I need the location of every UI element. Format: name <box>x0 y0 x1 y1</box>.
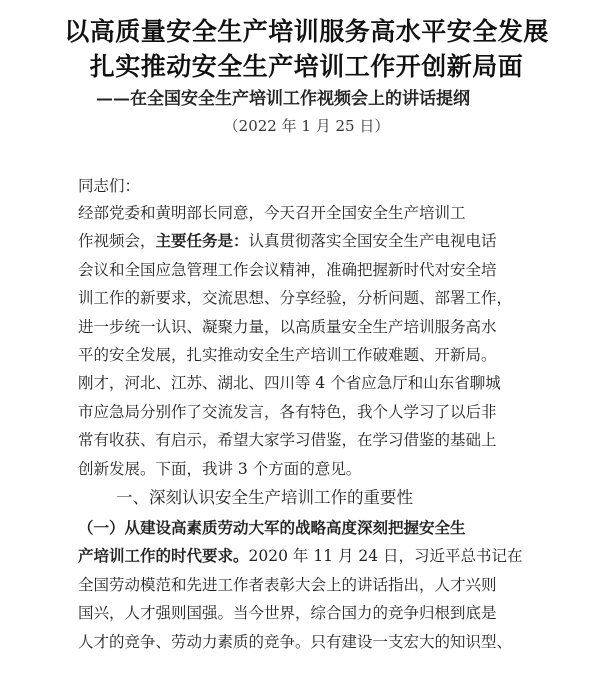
main-tasks-label: 主要任务是： <box>155 231 249 251</box>
paragraph-line: 训工作的新要求，交流思想、分享经验，分析问题、部署工作， <box>78 289 513 308</box>
paragraph-line: 会议和全国应急管理工作会议精神，准确把握新时代对安全培 <box>78 260 497 279</box>
text-run: 作视频会， <box>78 232 156 251</box>
paragraph-line: 创新发展。下面，我讲 3 个方面的意见。 <box>78 459 362 478</box>
section-heading: 一、深刻认识安全生产培训工作的重要性 <box>116 488 413 507</box>
text-run: 认真贯彻落实全国安全生产电视电话 <box>248 232 497 251</box>
paragraph-line: 平的安全发展，扎实推动安全生产培训工作破难题、开新局。 <box>78 345 497 364</box>
document-title-line2: 扎实推动安全生产培训工作开创新局面 <box>89 52 524 81</box>
paragraph-line: 刚才，河北、江苏、湖北、四川等 4 个省应急厅和山东省聊城 <box>78 374 501 393</box>
paragraph-line: 国兴，人才强则国强。当今世界，综合国力的竞争归根到底是 <box>78 604 497 623</box>
paragraph-line: 进一步统一认识、凝聚力量，以高质量安全生产培训服务高水 <box>78 317 497 336</box>
text-run: 2020 年 11 月 24 日，习近平总书记在 <box>248 547 523 566</box>
paragraph-line: 经部党委和黄明部长同意，今天召开全国安全生产培训工 <box>78 204 466 222</box>
paragraph-line: 人才的竞争、劳动力素质的竞争。只有建设一支宏大的知识型、 <box>78 632 513 651</box>
document-subtitle: ——在全国安全生产培训工作视频会上的讲话提纲 <box>96 89 470 109</box>
paragraph-line: 常有收获、有启示，希望大家学习借鉴，在学习借鉴的基础上 <box>78 431 497 450</box>
subheading-line: （一）从建设高素质劳动大军的战略高度深刻把握安全生 <box>78 518 466 537</box>
paragraph-line <box>78 227 558 255</box>
paragraph-intro <box>78 199 558 483</box>
greeting: 同志们： <box>78 177 141 195</box>
document-date: （2022 年 1 月 25 日） <box>223 117 390 135</box>
paragraph-line <box>78 542 558 570</box>
paragraph-line: 市应急局分别作了交流发言，各有特色，我个人学习了以后非 <box>78 402 497 421</box>
subheading-tail: 产培训工作的时代要求。 <box>78 546 249 566</box>
paragraph-line: 全国劳动模范和先进工作者表彰大会上的讲话指出，人才兴则 <box>78 575 497 594</box>
paragraph-section1-item1 <box>78 514 558 656</box>
document-title-line1: 以高质量安全生产培训服务高水平安全发展 <box>64 17 549 46</box>
